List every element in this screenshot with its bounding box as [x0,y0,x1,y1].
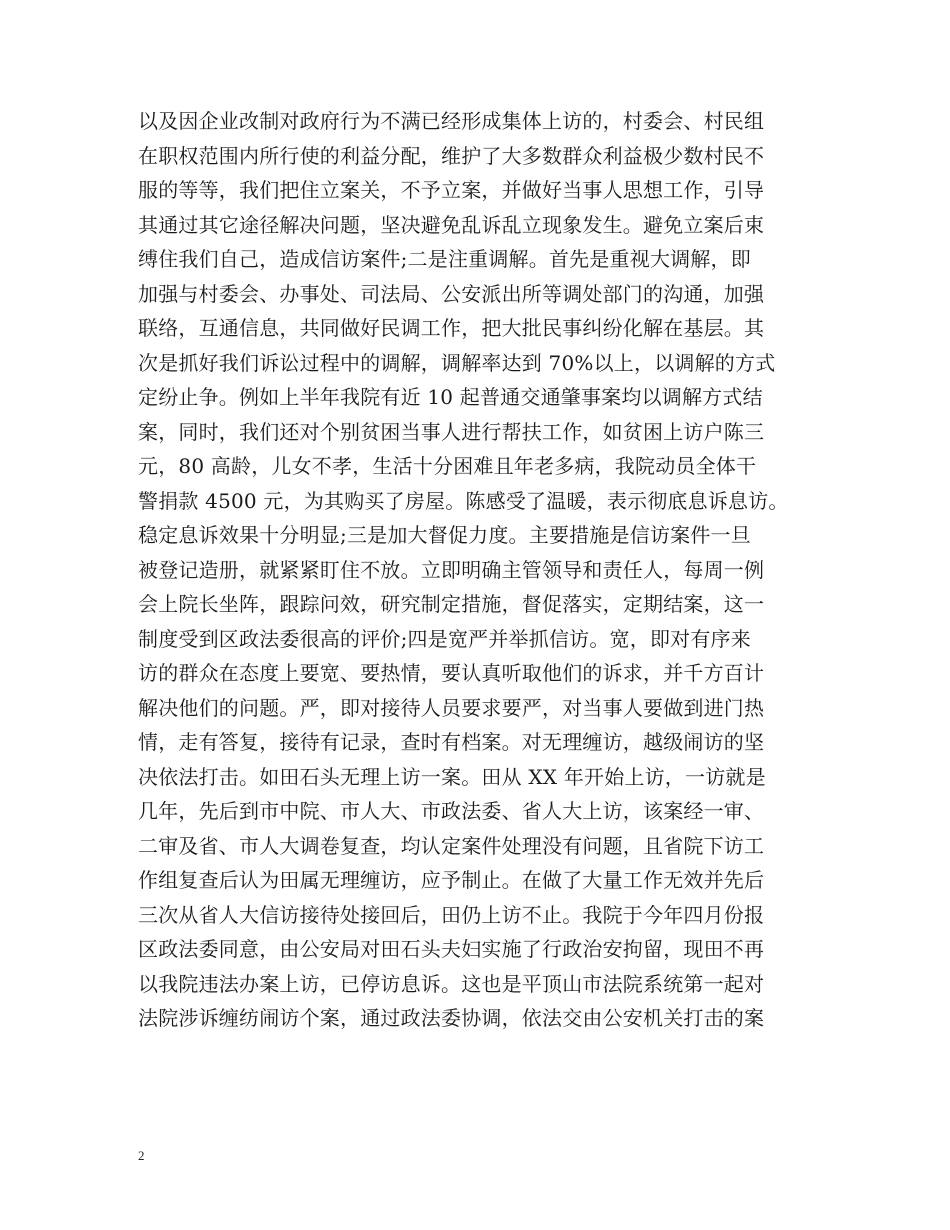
page-number: 2 [138,1148,145,1163]
text-line: 三次从省人大信访接待处接回后，田仍上访不止。我院于今年四月份报 [138,902,765,927]
text-line: 服的等等，我们把住立案关，不予立案，并做好当事人思想工作，引导 [138,178,765,202]
text-line: 其通过其它途径解决问题，坚决避免乱诉乱立现象发生。避免立案后束 [138,212,765,237]
text-line: 以及因企业改制对政府行为不满已经形成集体上访的，村委会、村民组 [138,109,765,133]
text-line: 情，走有答复，接待有记录，查时有档案。对无理缠访，越级闹访的坚 [138,730,765,754]
text-line: 几年，先后到市中院、市人大、市政法委、省人大上访，该案经一审、 [138,799,765,823]
text-line: 元，80 高龄，儿女不孝，生活十分困难且年老多病，我院动员全体干 [138,454,757,478]
text-line: 会上院长坐阵，跟踪问效，研究制定措施，督促落实，定期结案，这一 [138,592,765,616]
text-line: 作组复查后认为田属无理缠访，应予制止。在做了大量工作无效并先后 [138,868,765,892]
text-line: 缚住我们自己，造成信访案件;二是注重调解。首先是重视大调解，即 [138,247,751,271]
text-line: 案，同时，我们还对个别贫困当事人进行帮扶工作，如贫困上访户陈三 [138,419,765,444]
text-line: 二审及省、市人大调卷复查，均认定案件处理没有问题，且省院下访工 [138,833,765,858]
text-line: 访的群众在态度上要宽、要热情，要认真听取他们的诉求，并千方百计 [138,661,765,685]
text-line: 解决他们的问题。严，即对接待人员要求要严，对当事人要做到进门热 [138,695,765,720]
body-text [138,104,818,1036]
text-line: 定纷止争。例如上半年我院有近 10 起普通交通肇事案均以调解方式结 [138,385,763,409]
text-line: 加强与村委会、办事处、司法局、公安派出所等调处部门的沟通，加强 [138,281,765,306]
text-line: 次是抓好我们诉讼过程中的调解，调解率达到 70%以上，以调解的方式 [138,350,776,375]
text-line: 决依法打击。如田石头无理上访一案。田从 XX 年开始上访，一访就是 [138,764,766,789]
text-line: 法院涉诉缠纺闹访个案，通过政法委协调，依法交由公安机关打击的案 [138,1006,765,1030]
text-line: 警捐款 4500 元，为其购买了房屋。陈感受了温暖，表示彻底息诉息访。 [138,488,789,513]
text-line: 以我院违法办案上访，已停访息诉。这也是平顶山市法院系统第一起对 [138,971,765,996]
text-line: 联络，互通信息，共同做好民调工作，把大批民事纠纷化解在基层。其 [138,316,765,340]
text-line: 在职权范围内所行使的利益分配，维护了大多数群众利益极少数村民不 [138,143,765,168]
text-line: 制度受到区政法委很高的评价;四是宽严并举抓信访。宽，即对有序来 [138,626,751,651]
text-line: 区政法委同意，由公安局对田石头夫妇实施了行政治安拘留，现田不再 [138,937,765,961]
text-line: 稳定息诉效果十分明显;三是加大督促力度。主要措施是信访案件一旦 [138,523,751,547]
text-line: 被登记造册，就紧紧盯住不放。立即明确主管领导和责任人，每周一例 [138,557,765,582]
